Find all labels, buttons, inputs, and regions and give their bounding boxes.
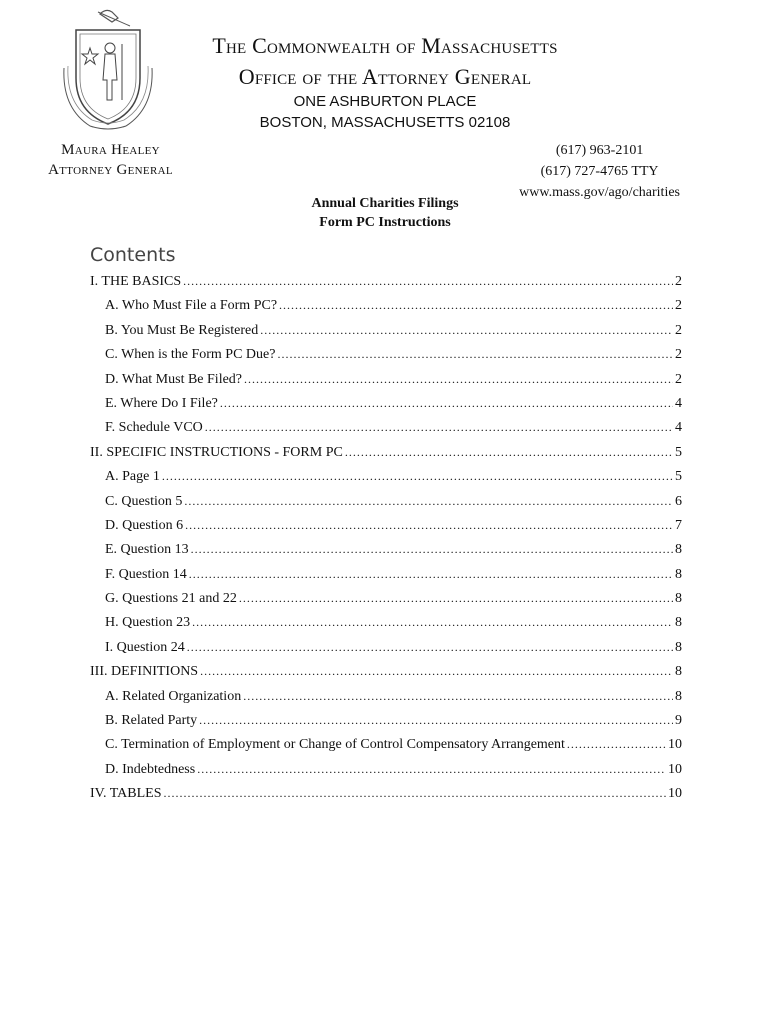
attorney-general-block (28, 140, 193, 180)
toc-entry[interactable]: A. Related Organization ..... 8 (90, 684, 682, 708)
document-title-line-1: Annual Charities Filings (311, 196, 459, 211)
address-line-1: ONE ASHBURTON PLACE (293, 93, 477, 110)
toc-entry[interactable]: IV. TABLES ..... 10 (90, 781, 682, 805)
toc-entry[interactable]: G. Questions 21 and 22 ..... 8 (90, 586, 682, 610)
commonwealth-heading: The Commonwealth of Massachusetts (212, 33, 558, 58)
toc-entry[interactable]: I. THE BASICS ..... 2 (90, 269, 682, 293)
toc-entry[interactable]: F. Schedule VCO ..... 4 (90, 415, 682, 439)
toc-entry[interactable]: D. Indebtedness ..... 10 (90, 757, 682, 781)
toc-entry[interactable]: F. Question 14 ..... 8 (90, 562, 682, 586)
toc-entry[interactable]: C. Termination of Employment or Change of Control Compensatory Arrangement ..... 10 (90, 732, 682, 756)
toc-entry[interactable]: III. DEFINITIONS ..... 8 (90, 659, 682, 683)
toc-entry[interactable]: II. SPECIFIC INSTRUCTIONS - FORM PC ..... 5 (90, 440, 682, 464)
toc-entry[interactable]: B. Related Party ..... 9 (90, 708, 682, 732)
toc-entry[interactable]: A. Who Must File a Form PC? ..... 2 (90, 293, 682, 317)
phone-number: (617) 963-2101 (555, 143, 644, 158)
website-link[interactable]: www.mass.gov/ago/charities (519, 185, 680, 200)
contact-block (519, 140, 680, 203)
toc-entry[interactable]: I. Question 24 ..... 8 (90, 635, 682, 659)
table-of-contents (90, 269, 682, 806)
document-title-line-2: Form PC Instructions (319, 215, 451, 230)
toc-entry[interactable]: C. When is the Form PC Due? ..... 2 (90, 342, 682, 366)
attorney-general-name: Maura Healey (61, 142, 160, 158)
attorney-general-title: Attorney General (48, 162, 173, 178)
document-title (250, 194, 520, 232)
tty-number: (617) 727-4765 TTY (540, 164, 659, 179)
address-line-2: BOSTON, MASSACHUSETTS 02108 (259, 114, 511, 131)
toc-entry[interactable]: C. Question 5 ..... 6 (90, 489, 682, 513)
toc-entry[interactable]: E. Question 13 ..... 8 (90, 537, 682, 561)
toc-entry[interactable]: D. What Must Be Filed? ..... 2 (90, 367, 682, 391)
contents-heading: Contents (90, 244, 176, 266)
massachusetts-seal-icon (60, 8, 156, 132)
office-heading: Office of the Attorney General (238, 64, 532, 89)
toc-entry[interactable]: A. Page 1 ..... 5 (90, 464, 682, 488)
toc-entry[interactable]: E. Where Do I File? ..... 4 (90, 391, 682, 415)
toc-entry[interactable]: H. Question 23 ..... 8 (90, 610, 682, 634)
toc-entry[interactable]: B. You Must Be Registered ..... 2 (90, 318, 682, 342)
toc-entry[interactable]: D. Question 6 ..... 7 (90, 513, 682, 537)
